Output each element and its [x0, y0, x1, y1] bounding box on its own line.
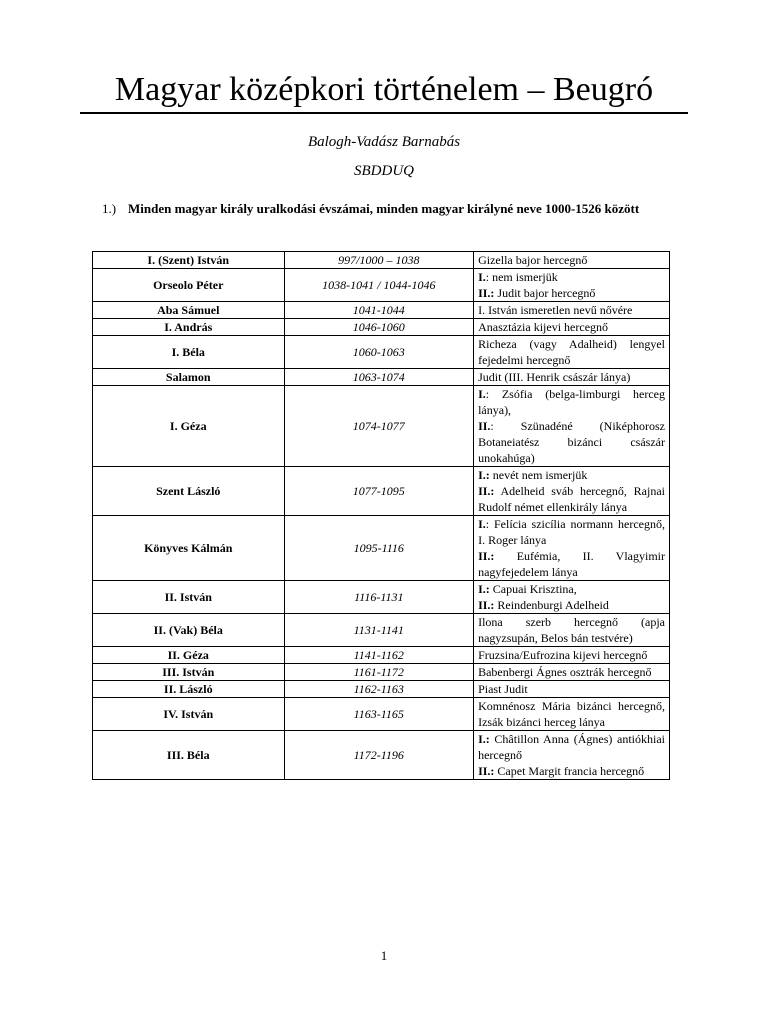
- queen-name: Babenbergi Ágnes osztrák hercegnő: [478, 665, 652, 679]
- king-name: IV. István: [93, 698, 285, 731]
- table-row: [93, 698, 670, 731]
- queen-cell: [474, 516, 670, 581]
- queen-entry: [478, 269, 665, 285]
- kings-table-body: [93, 252, 670, 780]
- queen-entry: [478, 763, 665, 779]
- queen-entry: [478, 483, 665, 515]
- reign-years: 1060-1063: [284, 336, 474, 369]
- queen-label: I.:: [478, 582, 490, 596]
- queen-entry: [478, 369, 665, 385]
- queen-name: Piast Judit: [478, 682, 528, 696]
- queen-name: : Felícia szicília normann hercegnő, I. Roger lánya: [478, 517, 665, 547]
- queen-cell: [474, 336, 670, 369]
- queen-entry: [478, 614, 665, 646]
- reign-years: 1131-1141: [284, 614, 474, 647]
- king-name: I. András: [93, 319, 285, 336]
- table-row: [93, 516, 670, 581]
- table-row: [93, 369, 670, 386]
- queen-cell: [474, 369, 670, 386]
- queen-entry: [478, 467, 665, 483]
- queen-entry: [478, 252, 665, 268]
- queen-cell: [474, 467, 670, 516]
- queen-cell: [474, 681, 670, 698]
- reign-years: 1074-1077: [284, 386, 474, 467]
- reign-years: 1163-1165: [284, 698, 474, 731]
- student-code: SBDDUQ: [354, 163, 414, 179]
- queen-name: Capet Margit francia hercegnő: [494, 764, 645, 778]
- queen-cell: [474, 581, 670, 614]
- queen-name: Fruzsina/Eufrozina kijevi hercegnő: [478, 648, 648, 662]
- reign-years: 1116-1131: [284, 581, 474, 614]
- queen-cell: [474, 269, 670, 302]
- queen-entry: [478, 336, 665, 368]
- queen-name: Eufémia, II. Vlagyimir nagyfejedelem lánya: [478, 549, 665, 579]
- table-row: [93, 319, 670, 336]
- table-row: [93, 647, 670, 664]
- queen-name: Gizella bajor hercegnő: [478, 253, 588, 267]
- king-name: Aba Sámuel: [93, 302, 285, 319]
- queen-entry: [478, 285, 665, 301]
- table-row: [93, 731, 670, 780]
- queen-entry: [478, 681, 665, 697]
- queen-name: : nem ismerjük: [485, 270, 558, 284]
- table-row: [93, 581, 670, 614]
- queen-label: I.:: [478, 732, 490, 746]
- queen-name: Ilona szerb hercegnő (apja nagyzsupán, Belos bán testvére): [478, 615, 665, 645]
- king-name: Könyves Kálmán: [93, 516, 285, 581]
- queen-cell: [474, 731, 670, 780]
- queen-label: I.:: [478, 468, 490, 482]
- queen-label: I.: [478, 387, 486, 401]
- question-1: [102, 200, 688, 218]
- table-row: [93, 336, 670, 369]
- table-row: [93, 614, 670, 647]
- reign-years: 1172-1196: [284, 731, 474, 780]
- king-name: III. Béla: [93, 731, 285, 780]
- queen-label: II.:: [478, 549, 495, 563]
- table-row: [93, 302, 670, 319]
- king-name: I. Géza: [93, 386, 285, 467]
- queen-name: Judit bajor hercegnő: [494, 286, 596, 300]
- table-row: [93, 386, 670, 467]
- reign-years: 1063-1074: [284, 369, 474, 386]
- king-name: II. Géza: [93, 647, 285, 664]
- king-name: I. Béla: [93, 336, 285, 369]
- queen-name: Reindenburgi Adelheid: [494, 598, 609, 612]
- table-row: [93, 269, 670, 302]
- queen-entry: [478, 698, 665, 730]
- queen-entry: [478, 516, 665, 548]
- queen-entry: [478, 302, 665, 318]
- queen-name: : Szünadéné (Niképhorosz Botaneiatész bizánci császár unokahúga): [478, 419, 665, 465]
- queen-entry: [478, 386, 665, 418]
- queen-cell: [474, 647, 670, 664]
- reign-years: 1038-1041 / 1044-1046: [284, 269, 474, 302]
- table-row: [93, 252, 670, 269]
- queen-name: I. István ismeretlen nevű nővére: [478, 303, 633, 317]
- king-name: II. István: [93, 581, 285, 614]
- title-underline: [80, 112, 688, 114]
- queen-entry: [478, 664, 665, 680]
- queen-entry: [478, 418, 665, 466]
- queen-cell: [474, 302, 670, 319]
- queen-label: II.:: [478, 764, 495, 778]
- queen-cell: [474, 664, 670, 681]
- queen-name: Judit (III. Henrik császár lánya): [478, 370, 631, 384]
- reign-years: 1046-1060: [284, 319, 474, 336]
- table-row: [93, 664, 670, 681]
- king-name: II. (Vak) Béla: [93, 614, 285, 647]
- table-row: [93, 681, 670, 698]
- queen-label: I.: [478, 517, 486, 531]
- queen-name: Châtillon Anna (Ágnes) antiókhiai hercegnő: [478, 732, 665, 762]
- reign-years: 1141-1162: [284, 647, 474, 664]
- queen-entry: [478, 548, 665, 580]
- king-name: Szent László: [93, 467, 285, 516]
- queen-entry: [478, 597, 665, 613]
- queen-label: I.: [478, 270, 486, 284]
- question-number: 1.): [102, 201, 117, 216]
- king-name: Salamon: [93, 369, 285, 386]
- queen-name: : Zsófia (belga-limburgi herceg lánya),: [478, 387, 665, 417]
- queen-name: Capuai Krisztina,: [489, 582, 577, 596]
- reign-years: 1095-1116: [284, 516, 474, 581]
- question-text: Minden magyar király uralkodási évszámai, minden magyar királyné neve 1000-1526 között: [128, 201, 640, 216]
- queen-cell: [474, 614, 670, 647]
- queen-entry: [478, 581, 665, 597]
- queen-entry: [478, 319, 665, 335]
- king-name: I. (Szent) István: [93, 252, 285, 269]
- reign-years: 1041-1044: [284, 302, 474, 319]
- queen-name: Adelheid sváb hercegnő, Rajnai Rudolf német ellenkirály lánya: [478, 484, 665, 514]
- reign-years: 1077-1095: [284, 467, 474, 516]
- king-name: III. István: [93, 664, 285, 681]
- queen-cell: [474, 252, 670, 269]
- king-name: II. László: [93, 681, 285, 698]
- queen-label: II.: [478, 419, 491, 433]
- document-title: Magyar középkori történelem – Beugró: [114, 71, 654, 108]
- queen-entry: [478, 647, 665, 663]
- queen-label: II.:: [478, 598, 495, 612]
- queen-cell: [474, 386, 670, 467]
- page-number: 1: [380, 948, 388, 963]
- queen-name: Anasztázia kijevi hercegnő: [478, 320, 609, 334]
- queen-entry: [478, 731, 665, 763]
- reign-years: 1161-1172: [284, 664, 474, 681]
- queen-name: nevét nem ismerjük: [489, 468, 588, 482]
- queen-name: Richeza (vagy Adalheid) lengyel fejedelmi hercegnő: [478, 337, 665, 367]
- queen-label: II.:: [478, 484, 495, 498]
- queen-label: II.:: [478, 286, 495, 300]
- king-name: Orseolo Péter: [93, 269, 285, 302]
- queen-cell: [474, 698, 670, 731]
- table-row: [93, 467, 670, 516]
- reign-years: 1162-1163: [284, 681, 474, 698]
- queen-cell: [474, 319, 670, 336]
- queen-name: Komnénosz Mária bizánci hercegnő, Izsák bizánci herceg lánya: [478, 699, 665, 729]
- kings-table: [92, 251, 670, 780]
- author-name: Balogh-Vadász Barnabás: [307, 134, 461, 150]
- reign-years: 997/1000 – 1038: [284, 252, 474, 269]
